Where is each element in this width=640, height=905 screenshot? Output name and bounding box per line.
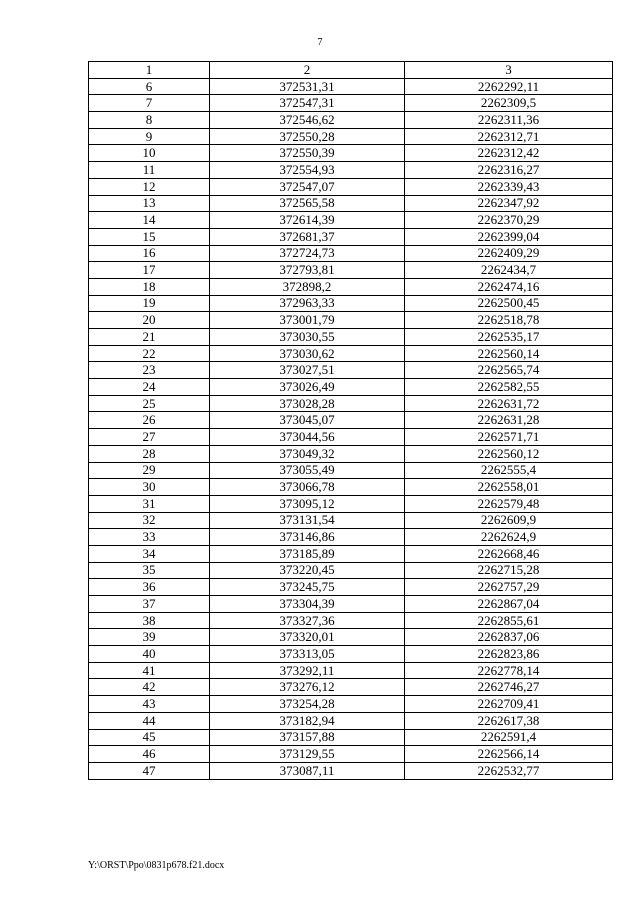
x-coordinate-cell: 373066,78 (210, 479, 405, 496)
x-coordinate-cell: 373129,55 (210, 746, 405, 763)
y-coordinate-cell: 2262709,41 (405, 696, 613, 713)
x-coordinate-cell: 372724,73 (210, 245, 405, 262)
table-row (89, 679, 613, 696)
y-coordinate-cell: 2262558,01 (405, 479, 613, 496)
table-row (89, 629, 613, 646)
table-row (89, 545, 613, 562)
table-body (89, 78, 613, 779)
x-coordinate-cell: 373327,36 (210, 612, 405, 629)
x-coordinate-cell: 372550,28 (210, 128, 405, 145)
table-row (89, 479, 613, 496)
point-number-cell: 34 (89, 545, 210, 562)
table-row (89, 495, 613, 512)
y-coordinate-cell: 2262535,17 (405, 329, 613, 346)
table-row (89, 128, 613, 145)
x-coordinate-cell: 372963,33 (210, 295, 405, 312)
x-coordinate-cell: 372793,81 (210, 262, 405, 279)
y-coordinate-cell: 2262399,04 (405, 228, 613, 245)
point-number-cell: 6 (89, 78, 210, 95)
y-coordinate-cell: 2262500,45 (405, 295, 613, 312)
table-row (89, 195, 613, 212)
point-number-cell: 40 (89, 646, 210, 663)
x-coordinate-cell: 373313,05 (210, 646, 405, 663)
x-coordinate-cell: 372531,31 (210, 78, 405, 95)
table-row (89, 562, 613, 579)
y-coordinate-cell: 2262867,04 (405, 596, 613, 613)
x-coordinate-cell: 372550,39 (210, 145, 405, 162)
table-row (89, 412, 613, 429)
table-row (89, 212, 613, 229)
y-coordinate-cell: 2262309,5 (405, 95, 613, 112)
point-number-cell: 12 (89, 178, 210, 195)
y-coordinate-cell: 2262778,14 (405, 662, 613, 679)
x-coordinate-cell: 372546,62 (210, 112, 405, 129)
y-coordinate-cell: 2262292,11 (405, 78, 613, 95)
x-coordinate-cell: 373055,49 (210, 462, 405, 479)
point-number-cell: 31 (89, 495, 210, 512)
point-number-cell: 46 (89, 746, 210, 763)
point-number-cell: 23 (89, 362, 210, 379)
y-coordinate-cell: 2262571,71 (405, 429, 613, 446)
x-coordinate-cell: 373304,39 (210, 596, 405, 613)
table-row (89, 145, 613, 162)
x-coordinate-cell: 373028,28 (210, 395, 405, 412)
y-coordinate-cell: 2262609,9 (405, 512, 613, 529)
point-number-cell: 30 (89, 479, 210, 496)
x-coordinate-cell: 373276,12 (210, 679, 405, 696)
table-row (89, 596, 613, 613)
y-coordinate-cell: 2262474,16 (405, 278, 613, 295)
table-row (89, 329, 613, 346)
y-coordinate-cell: 2262347,92 (405, 195, 613, 212)
point-number-cell: 7 (89, 95, 210, 112)
point-number-cell: 22 (89, 345, 210, 362)
x-coordinate-cell: 373001,79 (210, 312, 405, 329)
coordinates-table (88, 61, 613, 780)
table-row (89, 162, 613, 179)
y-coordinate-cell: 2262434,7 (405, 262, 613, 279)
point-number-cell: 35 (89, 562, 210, 579)
x-coordinate-cell: 373146,86 (210, 529, 405, 546)
y-coordinate-cell: 2262823,86 (405, 646, 613, 663)
table-row (89, 696, 613, 713)
table-row (89, 462, 613, 479)
y-coordinate-cell: 2262316,27 (405, 162, 613, 179)
point-number-cell: 11 (89, 162, 210, 179)
footer-file-path: Y:\ORST\Ppo\0831p678.f21.docx (88, 860, 225, 871)
table-row (89, 278, 613, 295)
y-coordinate-cell: 2262560,12 (405, 445, 613, 462)
y-coordinate-cell: 2262631,28 (405, 412, 613, 429)
point-number-cell: 38 (89, 612, 210, 629)
point-number-cell: 18 (89, 278, 210, 295)
point-number-cell: 28 (89, 445, 210, 462)
y-coordinate-cell: 2262582,55 (405, 379, 613, 396)
point-number-cell: 14 (89, 212, 210, 229)
x-coordinate-cell: 373185,89 (210, 545, 405, 562)
x-coordinate-cell: 373030,55 (210, 329, 405, 346)
table-row (89, 345, 613, 362)
table-header (89, 62, 613, 79)
x-coordinate-cell: 373254,28 (210, 696, 405, 713)
point-number-cell: 41 (89, 662, 210, 679)
point-number-cell: 36 (89, 579, 210, 596)
point-number-cell: 9 (89, 128, 210, 145)
table-row (89, 762, 613, 779)
table-row (89, 178, 613, 195)
y-coordinate-cell: 2262617,38 (405, 712, 613, 729)
x-coordinate-cell: 373026,49 (210, 379, 405, 396)
table-row (89, 312, 613, 329)
point-number-cell: 47 (89, 762, 210, 779)
x-coordinate-cell: 372898,2 (210, 278, 405, 295)
x-coordinate-cell: 373027,51 (210, 362, 405, 379)
table-row (89, 228, 613, 245)
x-coordinate-cell: 373049,32 (210, 445, 405, 462)
y-coordinate-cell: 2262757,29 (405, 579, 613, 596)
x-coordinate-cell: 373320,01 (210, 629, 405, 646)
y-coordinate-cell: 2262312,71 (405, 128, 613, 145)
x-coordinate-cell: 373245,75 (210, 579, 405, 596)
point-number-cell: 20 (89, 312, 210, 329)
x-coordinate-cell: 372614,39 (210, 212, 405, 229)
point-number-cell: 39 (89, 629, 210, 646)
y-coordinate-cell: 2262855,61 (405, 612, 613, 629)
point-number-cell: 16 (89, 245, 210, 262)
y-coordinate-cell: 2262746,27 (405, 679, 613, 696)
x-coordinate-cell: 373030,62 (210, 345, 405, 362)
table-row (89, 445, 613, 462)
y-coordinate-cell: 2262565,74 (405, 362, 613, 379)
point-number-cell: 24 (89, 379, 210, 396)
y-coordinate-cell: 2262311,36 (405, 112, 613, 129)
x-coordinate-cell: 372565,58 (210, 195, 405, 212)
y-coordinate-cell: 2262560,14 (405, 345, 613, 362)
point-number-cell: 25 (89, 395, 210, 412)
point-number-cell: 45 (89, 729, 210, 746)
column-header-2: 2 (210, 62, 405, 79)
table-row (89, 712, 613, 729)
point-number-cell: 42 (89, 679, 210, 696)
y-coordinate-cell: 2262555,4 (405, 462, 613, 479)
x-coordinate-cell: 373182,94 (210, 712, 405, 729)
point-number-cell: 27 (89, 429, 210, 446)
point-number-cell: 43 (89, 696, 210, 713)
point-number-cell: 8 (89, 112, 210, 129)
table-row (89, 395, 613, 412)
y-coordinate-cell: 2262370,29 (405, 212, 613, 229)
table-row (89, 729, 613, 746)
y-coordinate-cell: 2262715,28 (405, 562, 613, 579)
column-header-3: 3 (405, 62, 613, 79)
y-coordinate-cell: 2262591,4 (405, 729, 613, 746)
x-coordinate-cell: 372554,93 (210, 162, 405, 179)
table-row (89, 112, 613, 129)
y-coordinate-cell: 2262566,14 (405, 746, 613, 763)
point-number-cell: 44 (89, 712, 210, 729)
table-row (89, 78, 613, 95)
point-number-cell: 37 (89, 596, 210, 613)
column-header-1: 1 (89, 62, 210, 79)
table-row (89, 379, 613, 396)
y-coordinate-cell: 2262409,29 (405, 245, 613, 262)
y-coordinate-cell: 2262518,78 (405, 312, 613, 329)
table-row (89, 429, 613, 446)
point-number-cell: 26 (89, 412, 210, 429)
point-number-cell: 19 (89, 295, 210, 312)
y-coordinate-cell: 2262624,9 (405, 529, 613, 546)
point-number-cell: 32 (89, 512, 210, 529)
y-coordinate-cell: 2262631,72 (405, 395, 613, 412)
y-coordinate-cell: 2262312,42 (405, 145, 613, 162)
x-coordinate-cell: 373087,11 (210, 762, 405, 779)
table-row (89, 662, 613, 679)
table-row (89, 646, 613, 663)
page-number: 7 (317, 37, 323, 48)
table-row (89, 295, 613, 312)
table-row (89, 512, 613, 529)
table-row (89, 579, 613, 596)
x-coordinate-cell: 372547,07 (210, 178, 405, 195)
table-row (89, 529, 613, 546)
point-number-cell: 33 (89, 529, 210, 546)
y-coordinate-cell: 2262532,77 (405, 762, 613, 779)
point-number-cell: 29 (89, 462, 210, 479)
table-row (89, 746, 613, 763)
table-row (89, 612, 613, 629)
point-number-cell: 17 (89, 262, 210, 279)
table-row (89, 262, 613, 279)
point-number-cell: 15 (89, 228, 210, 245)
y-coordinate-cell: 2262668,46 (405, 545, 613, 562)
y-coordinate-cell: 2262837,06 (405, 629, 613, 646)
point-number-cell: 13 (89, 195, 210, 212)
x-coordinate-cell: 373220,45 (210, 562, 405, 579)
table-row (89, 245, 613, 262)
point-number-cell: 21 (89, 329, 210, 346)
x-coordinate-cell: 373044,56 (210, 429, 405, 446)
x-coordinate-cell: 373157,88 (210, 729, 405, 746)
y-coordinate-cell: 2262339,43 (405, 178, 613, 195)
header-row (89, 62, 613, 79)
x-coordinate-cell: 373045,07 (210, 412, 405, 429)
point-number-cell: 10 (89, 145, 210, 162)
x-coordinate-cell: 373292,11 (210, 662, 405, 679)
table-row (89, 362, 613, 379)
x-coordinate-cell: 373095,12 (210, 495, 405, 512)
x-coordinate-cell: 372681,37 (210, 228, 405, 245)
x-coordinate-cell: 372547,31 (210, 95, 405, 112)
table-row (89, 95, 613, 112)
x-coordinate-cell: 373131,54 (210, 512, 405, 529)
y-coordinate-cell: 2262579,48 (405, 495, 613, 512)
